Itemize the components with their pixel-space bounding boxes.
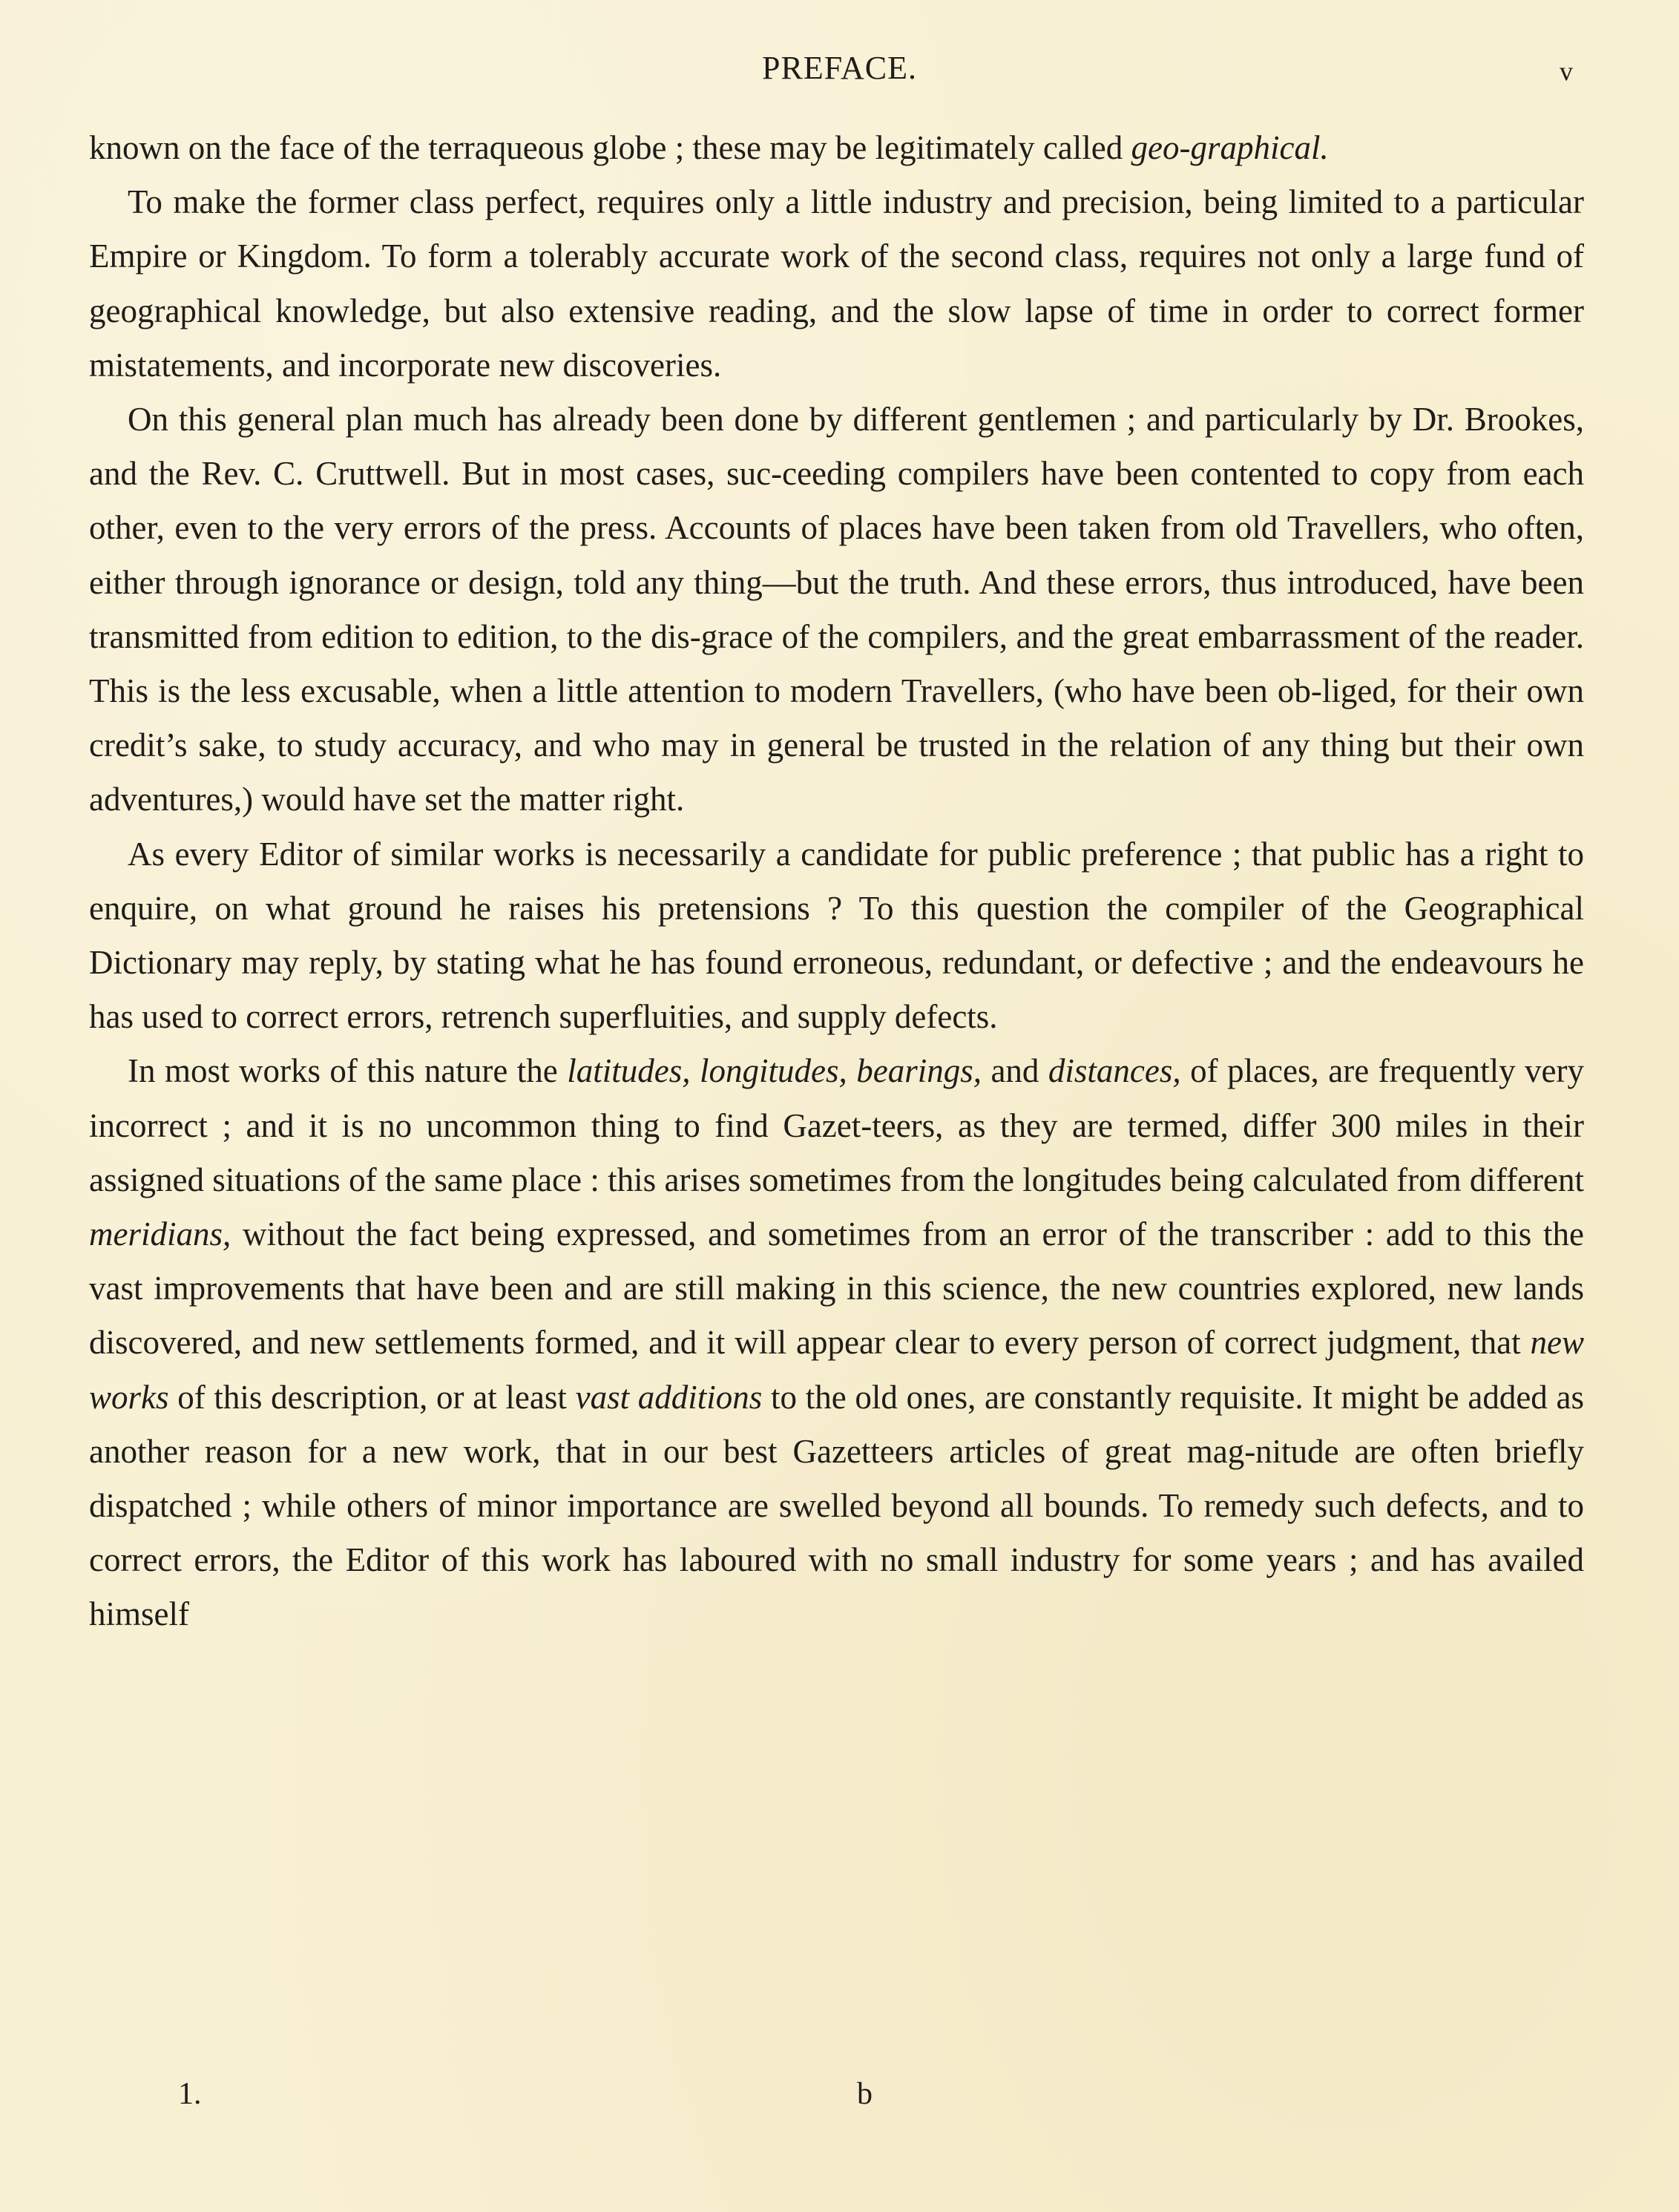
italic-text: longitudes, [699, 1052, 847, 1090]
paragraph [89, 121, 1584, 175]
italic-text: bearings, [856, 1052, 982, 1090]
text-run: As every Editor of similar works is necessarily a candidate for public preference ; that public has a right to enquire, on what ground he raises his pretensions ? To this question the compiler of the Geographical Dictionary may reply, by stating what he has found erroneous, redundant, or defective ; and the endeavours he has used to correct errors, retrench superfluities, and supply defects. [89, 835, 1584, 1036]
body-text [89, 121, 1584, 2065]
text-run: and [981, 1052, 1048, 1090]
text-run: On this general plan much has already been done by different gentlemen ; and particularly by Dr. Brookes, and the Rev. C. Cruttwell. But in most cases, suc-ceeding compilers have been contented to copy from each other, even to the very errors of the press. Accounts of places have been taken from old Travellers, who often, either through ignorance or design, told any thing—but the truth. And these errors, thus introduced, have been transmitted from edition to edition, to the dis-grace of the compilers, and the great embarrassment of the reader. This is the less excusable, when a little attention to modern Travellers, (who have been ob-liged, for their own credit’s sake, to study accuracy, and who may in general be trusted in the relation of any thing but their own adventures,) would have set the matter right. [89, 401, 1584, 818]
italic-text: latitudes, [567, 1052, 691, 1090]
paragraph [89, 175, 1584, 393]
text-run: without the fact being expressed, and sometimes from an error of the transcriber : add to this the vast improvements that have been and are still making in this science, the new countries explored, new lands discovered, and new settlements formed, and it will appear clear to every person of correct judgment, that [89, 1215, 1584, 1362]
text-run: To make the former class perfect, requires only a little industry and precision, being limited to a particular Empire or Kingdom. To form a tolerably accurate work of the second class, requires not only a large fund of geographical knowledge, but also extensive reading, and the slow lapse of time in order to correct former mistatements, and incorporate new discoveries. [89, 183, 1584, 384]
text-run [691, 1052, 700, 1089]
text-run: of this description, or at least [168, 1378, 576, 1416]
running-title: PREFACE. [762, 50, 917, 86]
volume-signature: 1. [178, 2077, 202, 2111]
text-run: of places, are frequently very incorrect ; and it is no uncommon thing to find Gazet-teers, as they are termed, differ 300 miles in their assigned situations of the same place : this arises sometimes from the longitudes being calculated from different [89, 1052, 1584, 1198]
page-footer [0, 2072, 1679, 2116]
text-run: to the old ones, are constantly requisite. It might be added as another reason for a new work, that in our best Gazetteers articles of great mag-nitude are often briefly dispatched ; while others of minor importance are swelled beyond all bounds. To remedy such defects, and to correct errors, the Editor of this work has laboured with no small industry for some years ; and has availed himself [89, 1378, 1584, 1633]
italic-text: meridians, [89, 1215, 231, 1253]
text-run: In most works of this nature the [128, 1052, 568, 1090]
page-header [0, 46, 1679, 91]
text-run [847, 1052, 856, 1089]
paragraph [89, 1044, 1584, 1641]
text-run: known on the face of the terraqueous globe ; these may be legitimately called [89, 129, 1131, 166]
paragraph [89, 827, 1584, 1045]
italic-text: geo-graphical. [1131, 129, 1329, 166]
paragraph [89, 393, 1584, 827]
page-number: v [1560, 56, 1573, 86]
italic-text: new works [89, 1324, 1584, 1416]
italic-text: vast additions [575, 1378, 763, 1416]
gathering-signature: b [857, 2077, 873, 2111]
italic-text: distances, [1048, 1052, 1181, 1090]
